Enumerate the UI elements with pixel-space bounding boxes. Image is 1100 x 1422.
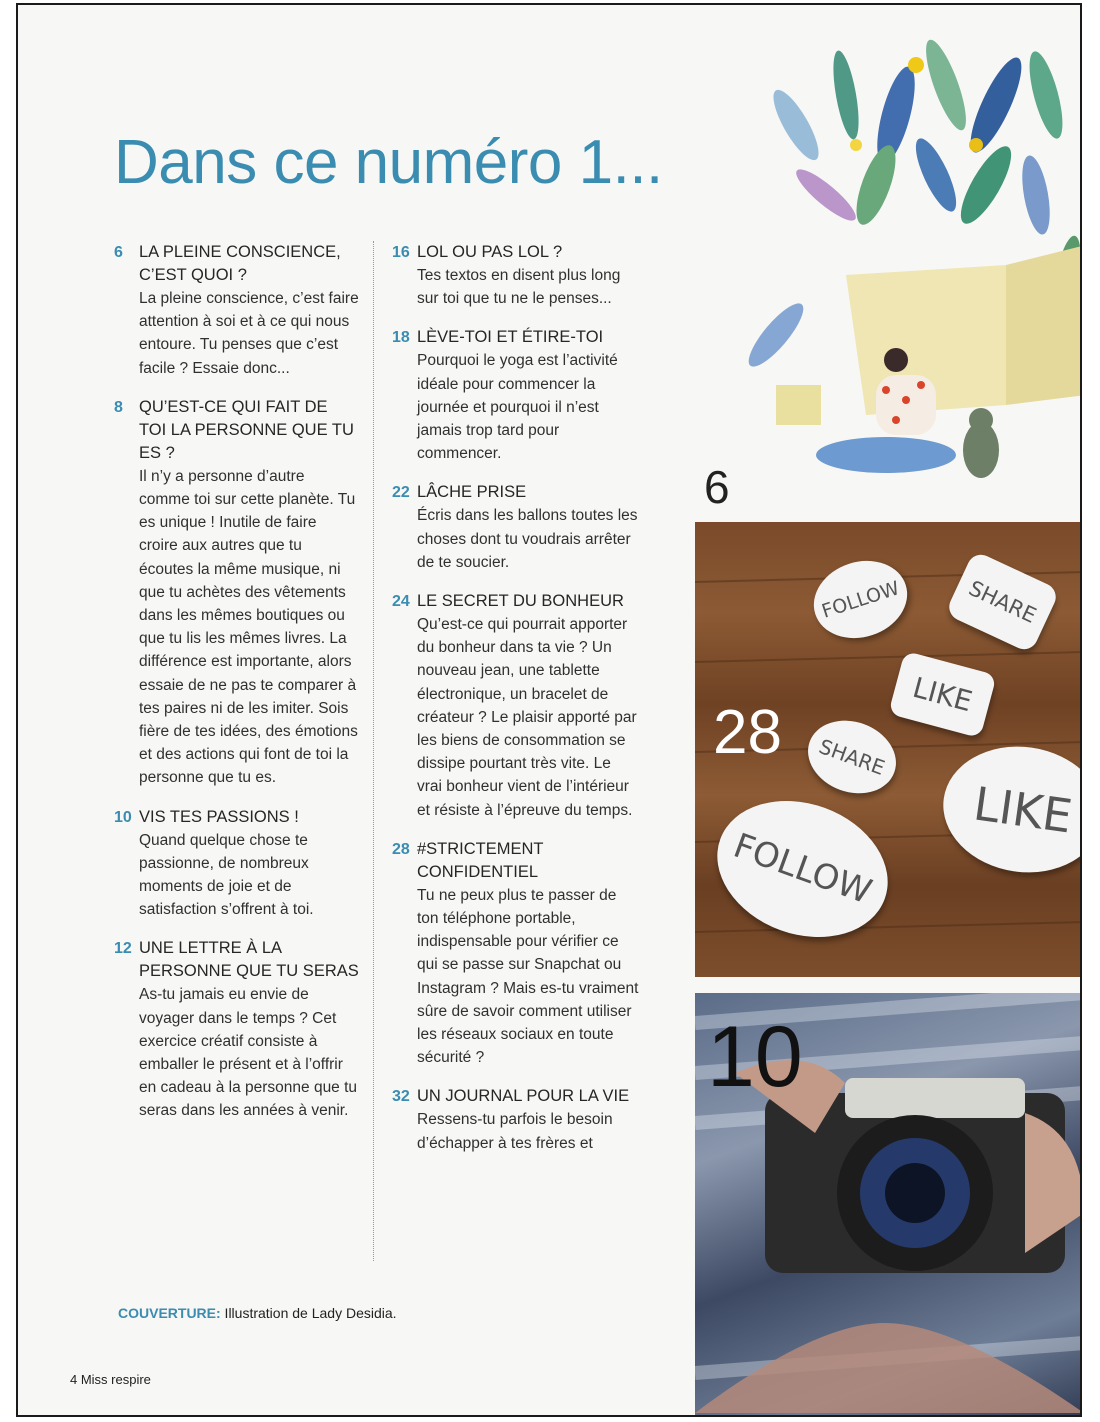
column-divider (373, 241, 374, 1261)
toc-entry (114, 937, 359, 1122)
cover-credit-text: Illustration de Lady Desidia. (220, 1305, 397, 1321)
toc-heading: VIS TES PASSIONS ! (139, 807, 299, 826)
toc-heading: UN JOURNAL POUR LA VIE (417, 1087, 630, 1106)
toc-entry (392, 326, 640, 465)
toc-page-number: 22 (392, 484, 410, 502)
toc-heading: LÂCHE PRISE (417, 483, 527, 502)
toc-page-number: 10 (114, 808, 132, 826)
toc-description: Écris dans les ballons toutes les choses dont tu voudrais arrêter de te soucier. (417, 507, 638, 571)
bubble-label: SHARE (965, 576, 1040, 628)
toc-page-number: 32 (392, 1088, 410, 1106)
toc-description: Quand quelque chose te passionne, de nombreux moments de joie et de satisfaction s’offrent à toi. (139, 831, 314, 919)
toc-page-number: 6 (114, 244, 123, 261)
page-title: Dans ce numéro 1... (114, 127, 663, 197)
toc-page-number: 24 (392, 593, 410, 611)
toc-left-column (114, 241, 359, 1139)
toc-entry (114, 806, 359, 922)
bubble-label: LIKE (970, 775, 1076, 844)
toc-entry (392, 241, 640, 310)
toc-page-number: 28 (392, 840, 410, 858)
cover-credit (118, 1305, 397, 1321)
toc-description: Ressens-tu parfois le besoin d’échapper à tes frères et (417, 1111, 613, 1152)
toc-description: Il n’y a personne d’autre comme toi sur cette planète. Tu es unique ! Inutile de faire croire aux autres que tu écoutes la même musique, ni que tu achètes des vêtements dans les mêmes boutiques ou que tu lis les mêmes livres. La différence est importante, alors essaie de ne pas te comparer à tes paires ni de les imiter. Sois fière de tes idées, des émotions et des actions qui font de toi la personne que tu es. (139, 467, 358, 787)
wood-photo-page-number: 28 (713, 698, 782, 767)
toc-page-number: 16 (392, 244, 410, 261)
camera-photo (695, 993, 1082, 1417)
toc-description: Pourquoi le yoga est l’activité idéale pour commencer la journée et pourquoi il n’est jamais trop tard pour commencer. (417, 352, 618, 463)
bubble-label: LIKE (909, 670, 976, 719)
cover-credit-label: COUVERTURE: (118, 1305, 221, 1321)
illustration-page-number: 6 (704, 461, 730, 513)
toc-entry (392, 590, 640, 822)
toc-entry (114, 241, 359, 380)
page-folio: 4 Miss respire (70, 1372, 151, 1387)
toc-middle-column (392, 241, 640, 1171)
toc-heading: LOL OU PAS LOL ? (417, 243, 563, 261)
toc-description: Qu’est-ce qui pourrait apporter du bonheur dans ta vie ? Un nouveau jean, une tablette électronique, un bracelet de créateur ? Le plaisir apporté par les biens de consommation se dissipe pourtant très vite. Le vrai bonheur vient de l’intérieur et résiste à l’épreuve du temps. (417, 616, 637, 819)
toc-entry (392, 838, 640, 1070)
magazine-page (16, 3, 1082, 1417)
toc-entry (114, 396, 359, 790)
toc-heading: QU’EST-CE QUI FAIT DE TOI LA PERSONNE QUE TU ES ? (139, 397, 354, 462)
toc-description: Tes textos en disent plus long sur toi que tu ne le penses... (417, 267, 621, 308)
toc-entry (392, 1085, 640, 1154)
toc-page-number: 12 (114, 940, 132, 958)
toc-entry (392, 481, 640, 574)
toc-heading: LA PLEINE CONSCIENCE, C’EST QUOI ? (139, 243, 341, 284)
toc-heading: #STRICTEMENT CONFIDENTIEL (417, 839, 544, 881)
bubble-label: FOLLOW (818, 576, 903, 623)
toc-page-number: 18 (392, 329, 410, 347)
cover-illustration (736, 35, 1082, 515)
toc-description: Tu ne peux plus te passer de ton téléphone portable, indispensable pour vérifier ce qui se passe sur Snapchat ou Instagram ? Mais es-tu vraiment sûre de savoir comment utiliser les réseaux sociaux en toute sécurité ? (417, 886, 639, 1067)
toc-page-number: 8 (114, 398, 123, 416)
bubble-label: FOLLOW (728, 825, 877, 913)
toc-heading: LE SECRET DU BONHEUR (417, 592, 624, 611)
social-media-photo (695, 522, 1082, 977)
toc-heading: UNE LETTRE À LA PERSONNE QUE TU SERAS (139, 939, 359, 981)
toc-description: As-tu jamais eu envie de voyager dans le temps ? Cet exercice créatif consiste à emballer le présent et à l’offrir en cadeau à la personne que tu seras dans les années à venir. (139, 986, 358, 1120)
toc-heading: LÈVE-TOI ET ÉTIRE-TOI (417, 328, 604, 347)
bubble-label: SHARE (815, 734, 889, 780)
toc-description: La pleine conscience, c’est faire attention à soi et à ce qui nous entoure. Tu penses que c’est facile ? Essaie donc... (139, 290, 359, 377)
camera-photo-page-number: 10 (707, 1009, 803, 1105)
